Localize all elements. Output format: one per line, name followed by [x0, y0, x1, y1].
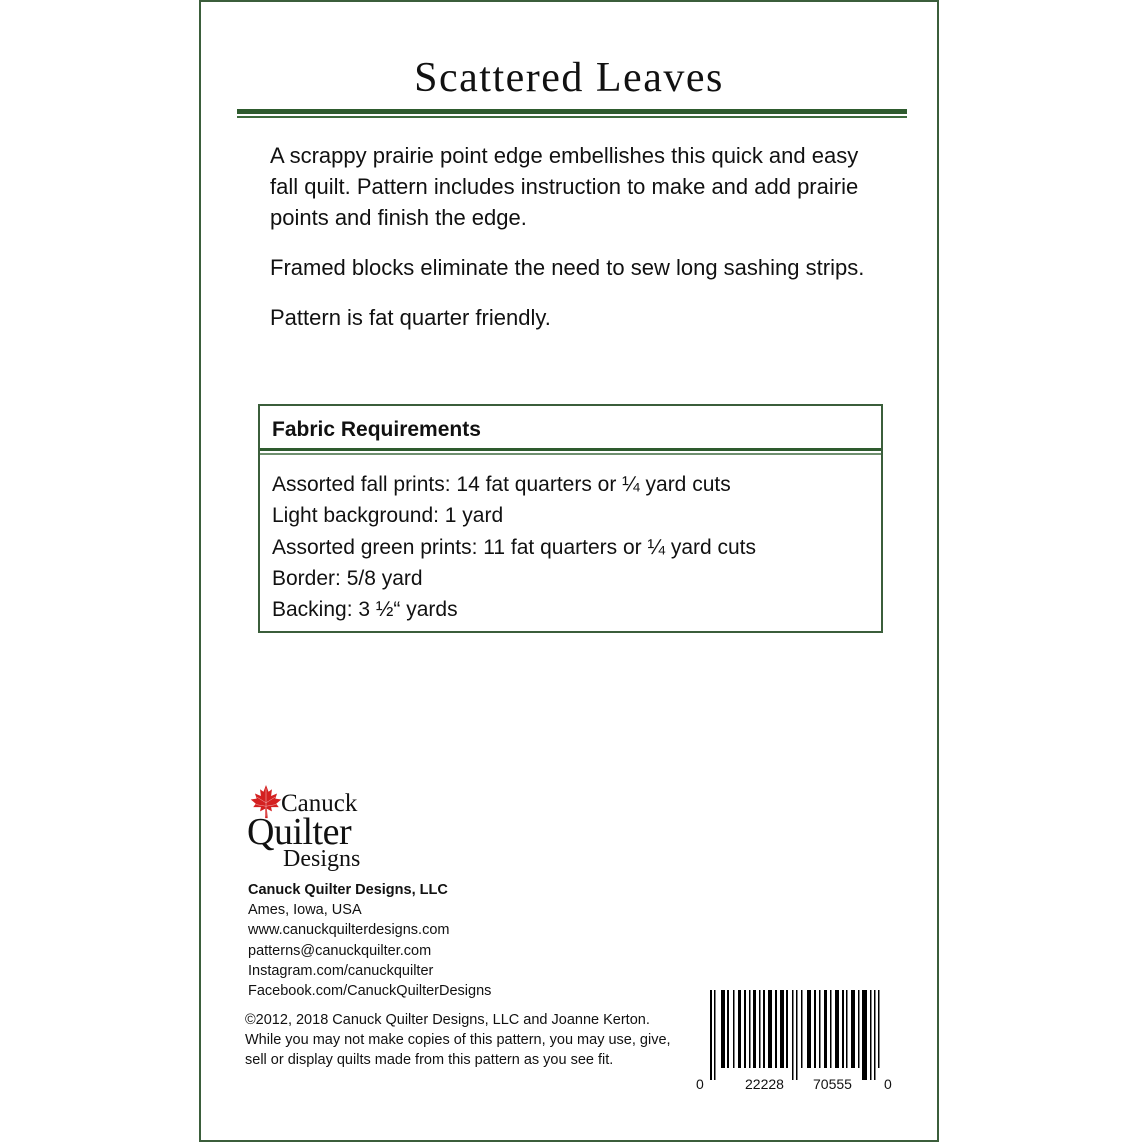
company-logo — [247, 782, 377, 877]
barcode-group1: 22228 — [745, 1076, 784, 1092]
title-divider-thin — [237, 116, 907, 118]
pattern-back-page — [199, 0, 939, 1142]
barcode-group2: 70555 — [813, 1076, 852, 1092]
fabric-item: Assorted green prints: 11 fat quarters or ¼ yard cuts — [272, 535, 757, 559]
fabric-item: Backing: 3 ½“ yards — [272, 598, 458, 622]
barcode-right-digit: 0 — [884, 1076, 892, 1092]
company-contact-info — [248, 880, 491, 1001]
upc-barcode — [695, 990, 895, 1094]
company-website: www.canuckquilterdesigns.com — [248, 922, 450, 939]
company-email: patterns@canuckquilter.com — [248, 942, 432, 959]
barcode-left-digit: 0 — [696, 1076, 704, 1092]
company-facebook: Facebook.com/CanuckQuilterDesigns — [248, 983, 492, 1000]
logo-word-canuck: Canuck — [281, 790, 358, 817]
fabric-item: Border: 5/8 yard — [272, 566, 423, 590]
logo-word-quilter: Quilter — [247, 811, 352, 853]
title-divider-thick — [237, 109, 907, 114]
company-name: Canuck Quilter Designs, LLC — [248, 882, 448, 898]
fabric-item: Light background: 1 yard — [272, 504, 504, 528]
company-location: Ames, Iowa, USA — [248, 902, 362, 919]
intro-paragraph: Pattern is fat quarter friendly. — [270, 305, 551, 330]
copyright-notice: ©2012, 2018 Canuck Quilter Designs, LLC and Joanne Kerton. While you may not make copies of this pattern, you may use, give, sell or display quilts made from this pattern as you see fit. — [245, 1012, 671, 1069]
fabric-requirements-box — [258, 404, 883, 633]
fabric-requirements-list — [272, 469, 756, 625]
company-instagram: Instagram.com/canuckquilter — [248, 962, 434, 979]
barcode-bars-icon — [695, 990, 895, 1080]
intro-paragraph: Framed blocks eliminate the need to sew long sashing strips. — [270, 255, 865, 280]
fabric-header-divider-thin — [260, 453, 881, 455]
intro-paragraph: A scrappy prairie point edge embellishes this quick and easy fall quilt. Pattern includes instruction to make and add prairie points and finish the edge. — [270, 143, 859, 230]
fabric-header-divider-thick — [260, 448, 881, 451]
fabric-requirements-header: Fabric Requirements — [272, 418, 481, 441]
pattern-title: Scattered Leaves — [414, 55, 724, 101]
intro-description — [270, 140, 880, 352]
fabric-item: Assorted fall prints: 14 fat quarters or ¼ yard cuts — [272, 473, 731, 496]
logo-word-designs: Designs — [283, 846, 361, 872]
